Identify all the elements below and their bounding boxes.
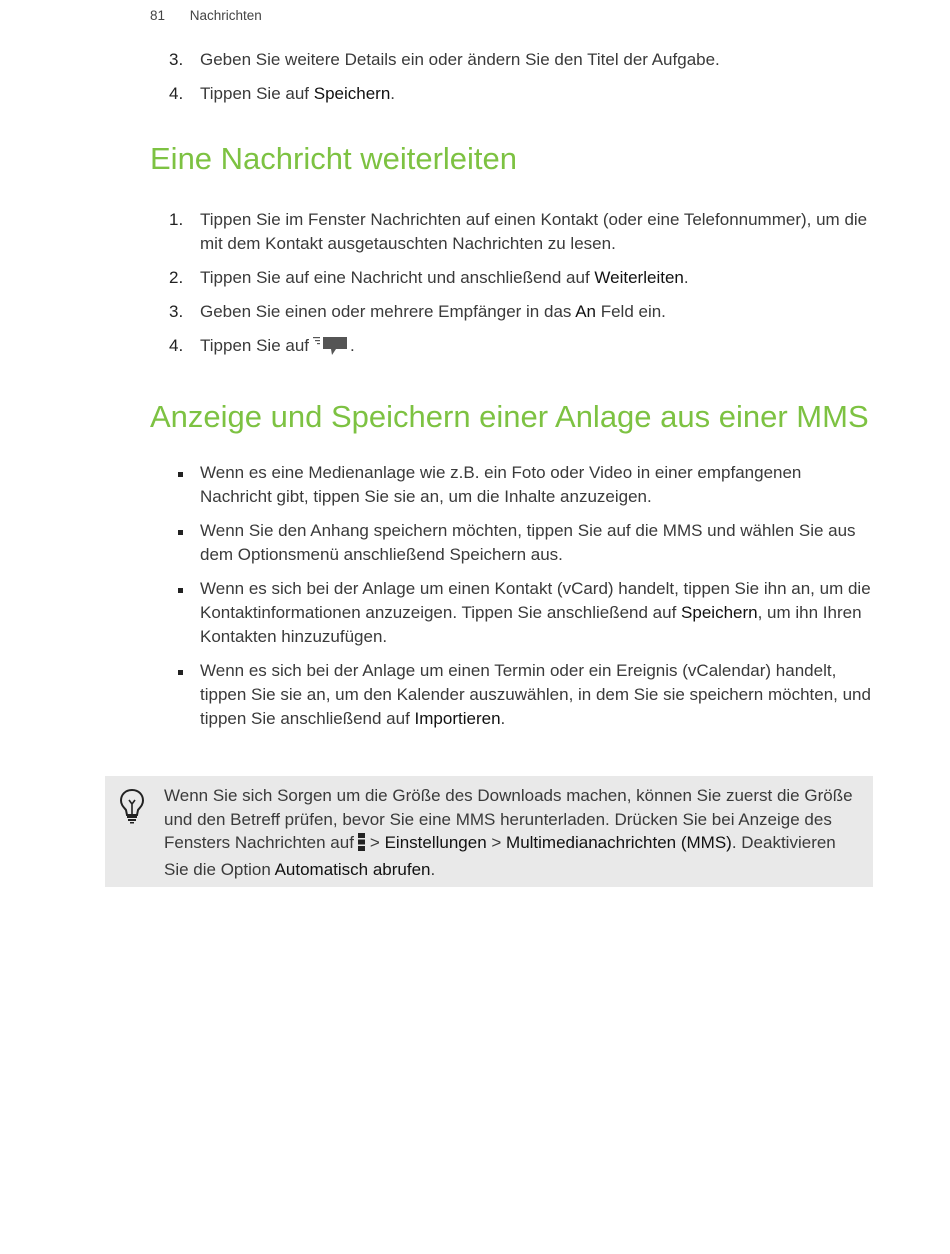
bullet-text-end: . [500, 709, 506, 728]
section-title-attachment: Anzeige und Speichern einer Anlage aus einer MMS [150, 399, 869, 434]
page-header [150, 8, 262, 23]
tip-text [164, 784, 864, 881]
bullet [178, 588, 183, 593]
ui-term: Speichern [681, 603, 758, 622]
list-item [150, 48, 875, 72]
step-number: 3. [169, 50, 184, 69]
step-text: Geben Sie einen oder mehrere Empfänger in das [200, 302, 576, 321]
ui-term: Automatisch abrufen [274, 859, 431, 879]
ui-term: Weiterleiten [594, 268, 684, 287]
bullet-text: Wenn Sie den Anhang speichern möchten, tippen Sie auf die MMS und wählen Sie aus dem Optionsmenü anschließend Speichern aus. [200, 521, 856, 564]
step-text-end: . [390, 84, 396, 103]
step-text: Tippen Sie im Fenster Nachrichten auf einen Kontakt (oder eine Telefonnummer), um die mit dem Kontakt ausgetauschten Nachrichten zu lesen. [200, 210, 868, 253]
bullet [178, 670, 183, 675]
step-text-end: Feld ein. [595, 302, 666, 321]
step-number: 4. [169, 84, 184, 103]
send-message-icon [313, 335, 349, 364]
list-item [150, 519, 875, 567]
step-number: 1. [169, 210, 184, 229]
list-item [150, 208, 875, 256]
ui-term: Speichern [313, 84, 391, 103]
ui-term: Einstellungen [384, 833, 487, 852]
step-number: 2. [169, 268, 184, 287]
step-text: Geben Sie weitere Details ein oder ändern Sie den Titel der Aufgabe. [200, 50, 720, 69]
ui-term: Multimedianachrichten (MMS) [506, 833, 732, 852]
tip-text-part: Wenn Sie sich Sorgen um die Größe des Downloads machen, können Sie zuerst die Größe und den Betreff prüfen, bevor Sie eine MMS herunterladen. Drücken Sie bei Anzeige des Fensters Nachrichten auf [164, 786, 853, 852]
ui-term: Importieren [414, 709, 501, 728]
tip-text-end: . [430, 859, 436, 879]
tip-sep: > [369, 833, 385, 852]
section-name: Nachrichten [189, 8, 262, 23]
list-item [150, 82, 875, 106]
tip-text-part: . Deaktivieren Sie die Option [164, 833, 836, 879]
section-title-forward: Eine Nachricht weiterleiten [150, 141, 518, 176]
step-text: Tippen Sie auf [200, 336, 309, 355]
bullet-text: Wenn es eine Medienanlage wie z.B. ein Foto oder Video in einer empfangenen Nachricht gibt, tippen Sie sie an, um die Inhalte anzuzeigen. [200, 463, 802, 506]
bullet [178, 472, 183, 477]
step-text-end: . [683, 268, 689, 287]
list-item [150, 577, 875, 649]
bullet [178, 530, 183, 535]
step-text: Tippen Sie auf eine Nachricht und anschließend auf [200, 268, 595, 287]
ui-term: An [575, 302, 596, 321]
list-item [150, 300, 875, 324]
menu-dots-icon [358, 833, 365, 858]
list-item [150, 659, 875, 731]
page-content [150, 48, 875, 741]
tip-box [105, 776, 873, 887]
page-number: 81 [150, 8, 166, 23]
tip-sep: > [486, 833, 507, 852]
step-number: 4. [169, 336, 184, 355]
list-item [150, 461, 875, 509]
lightbulb-icon [118, 788, 146, 829]
step-number: 3. [169, 302, 184, 321]
step-text-end: . [350, 336, 355, 355]
bullet-text-end: , um ihn Ihren Kontakten hinzuzufügen. [200, 603, 862, 646]
bullet-text: Wenn es sich bei der Anlage um einen Kontakt (vCard) handelt, tippen Sie ihn an, um die Kontaktinformationen anzuzeigen. Tippen Sie anschließend auf [200, 579, 871, 622]
step-text: Tippen Sie auf [200, 84, 314, 103]
list-item [150, 266, 875, 290]
bullet-text: Wenn es sich bei der Anlage um einen Termin oder ein Ereignis (vCalendar) handelt, tippen Sie sie an, um den Kalender auszuwählen, in dem Sie sie speichern möchten, und tippen Sie anschließend auf [200, 661, 871, 728]
list-item [150, 334, 875, 364]
